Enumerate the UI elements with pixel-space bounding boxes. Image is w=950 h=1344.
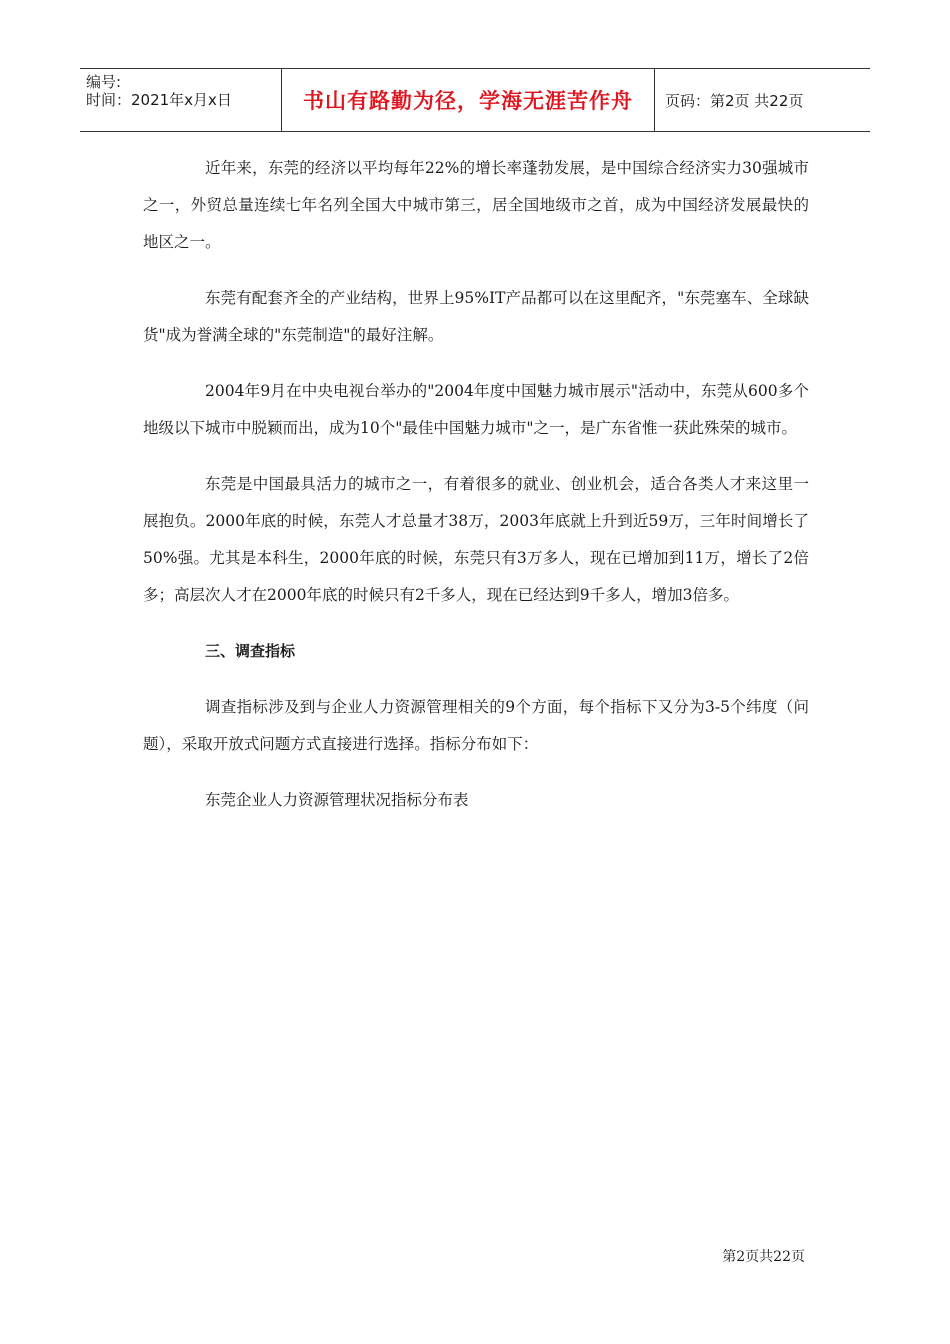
- table-caption: 东莞企业人力资源管理状况指标分布表: [205, 791, 469, 809]
- paragraph-economy: 近年来，东莞的经济以平均每年22%的增长率蓬勃发展，是中国综合经济实力30强城市之一，外贸总量连续七年名列全国大中城市第三，居全国地级市之首，成为中国经济发展最快的地区之一。: [143, 159, 809, 251]
- document-number-label: 编号:: [86, 73, 122, 91]
- document-time-label: 时间：2021年x月x日: [86, 91, 232, 109]
- page-header: [80, 68, 870, 132]
- header-page-info: 页码：第2页 共22页: [665, 91, 804, 110]
- paragraph-industry: 东莞有配套齐全的产业结构，世界上95%IT产品都可以在这里配齐，"东莞塞车、全球缺货"成为誉满全球的"东莞制造"的最好注解。: [143, 289, 809, 344]
- page-footer: 第2页共22页: [722, 1249, 805, 1265]
- document-body: [143, 150, 809, 819]
- header-meta: [80, 69, 282, 131]
- paragraph-charm-city: 2004年9月在中央电视台举办的"2004年度中国魅力城市展示"活动中，东莞从600多个地级以下城市中脱颖而出，成为10个"最佳中国魅力城市"之一，是广东省惟一获此殊荣的城市。: [143, 382, 809, 437]
- header-motto: 书山有路勤为径，学海无涯苦作舟: [282, 69, 655, 131]
- paragraph-talent: 东莞是中国最具活力的城市之一，有着很多的就业、创业机会，适合各类人才来这里一展抱负。2000年底的时候，东莞人才总量才38万，2003年底就上升到近59万，三年时间增长了50%强。尤其是本科生，2000年底的时候，东莞只有3万多人，现在已增加到11万，增长了2倍多；高层次人才在2000年底的时候只有2千多人，现在已经达到9千多人，增加3倍多。: [143, 475, 809, 604]
- section-heading: 三、调查指标: [205, 642, 296, 660]
- section-paragraph: 调查指标涉及到与企业人力资源管理相关的9个方面，每个指标下又分为3-5个纬度（问题），采取开放式问题方式直接进行选择。指标分布如下：: [143, 698, 809, 753]
